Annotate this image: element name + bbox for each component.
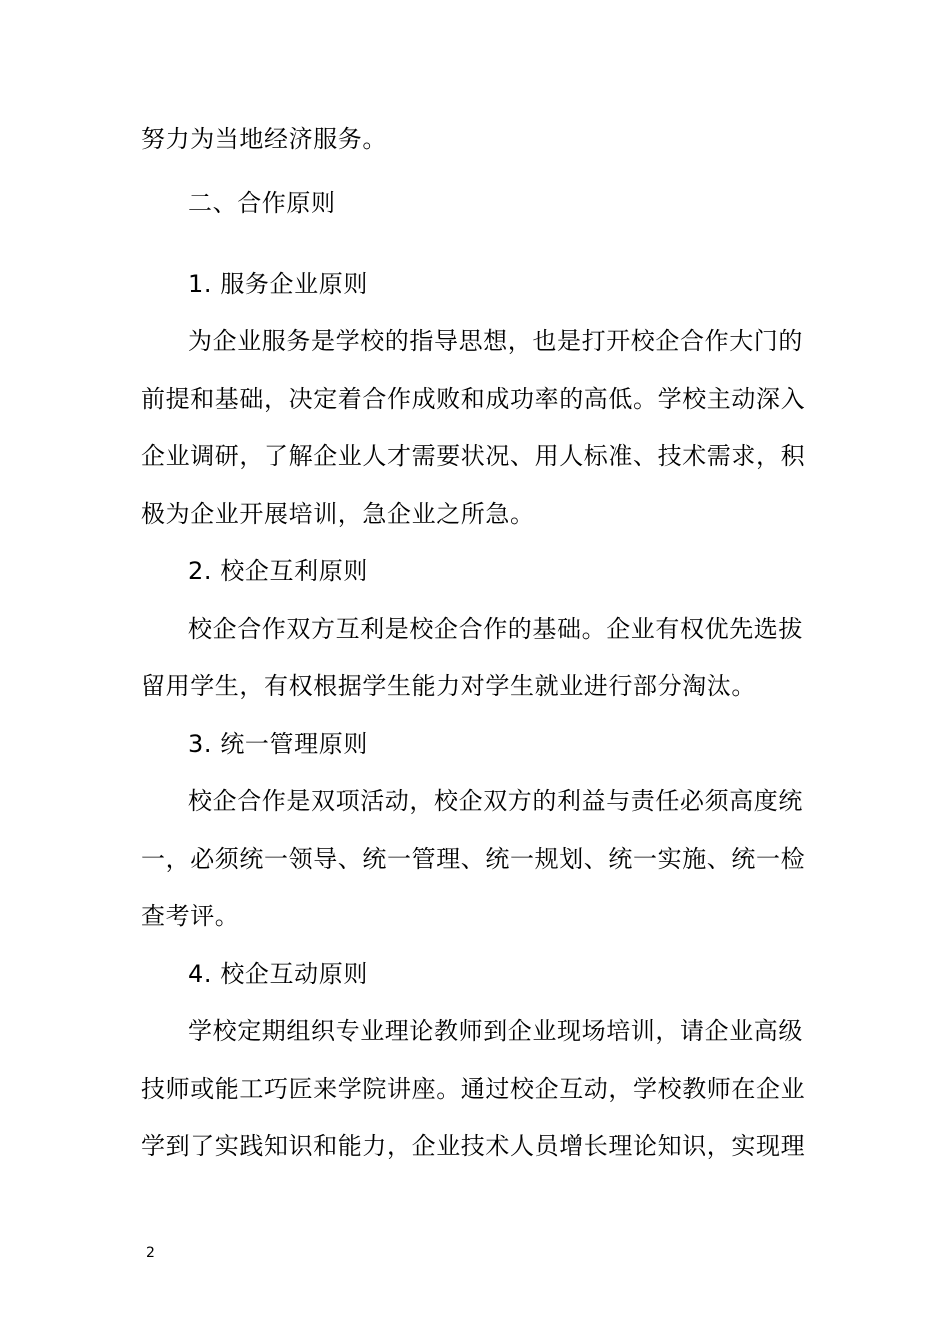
paragraph-line: 校企合作是双项活动，校企双方的利益与责任必须高度统 [188, 787, 803, 815]
subsection-heading: 1. 服务企业原则 [188, 270, 368, 298]
subsection-heading: 4. 校企互动原则 [188, 960, 368, 988]
paragraph-line: 学校定期组织专业理论教师到企业现场培训，请企业高级 [188, 1017, 803, 1045]
paragraph-line: 学到了实践知识和能力，企业技术人员增长理论知识，实现理 [141, 1132, 806, 1160]
paragraph-line: 校企合作双方互利是校企合作的基础。企业有权优先选拔 [188, 615, 803, 643]
page-number: 2 [146, 1245, 155, 1261]
subsection-heading: 2. 校企互利原则 [188, 557, 368, 585]
paragraph-line: 查考评。 [141, 902, 240, 930]
paragraph-line: 留用学生，有权根据学生能力对学生就业进行部分淘汰。 [141, 672, 756, 700]
paragraph-line: 努力为当地经济服务。 [141, 125, 387, 153]
subsection-heading: 3. 统一管理原则 [188, 730, 368, 758]
paragraph-line: 极为企业开展培训，急企业之所急。 [141, 500, 535, 528]
paragraph-line: 一，必须统一领导、统一管理、统一规划、统一实施、统一检 [141, 845, 806, 873]
paragraph-line: 企业调研，了解企业人才需要状况、用人标准、技术需求，积 [141, 442, 806, 470]
paragraph-line: 为企业服务是学校的指导思想，也是打开校企合作大门的 [188, 327, 803, 355]
paragraph-line: 技师或能工巧匠来学院讲座。通过校企互动，学校教师在企业 [141, 1075, 806, 1103]
paragraph-line: 前提和基础，决定着合作成败和成功率的高低。学校主动深入 [141, 385, 806, 413]
section-heading: 二、合作原则 [188, 189, 336, 217]
